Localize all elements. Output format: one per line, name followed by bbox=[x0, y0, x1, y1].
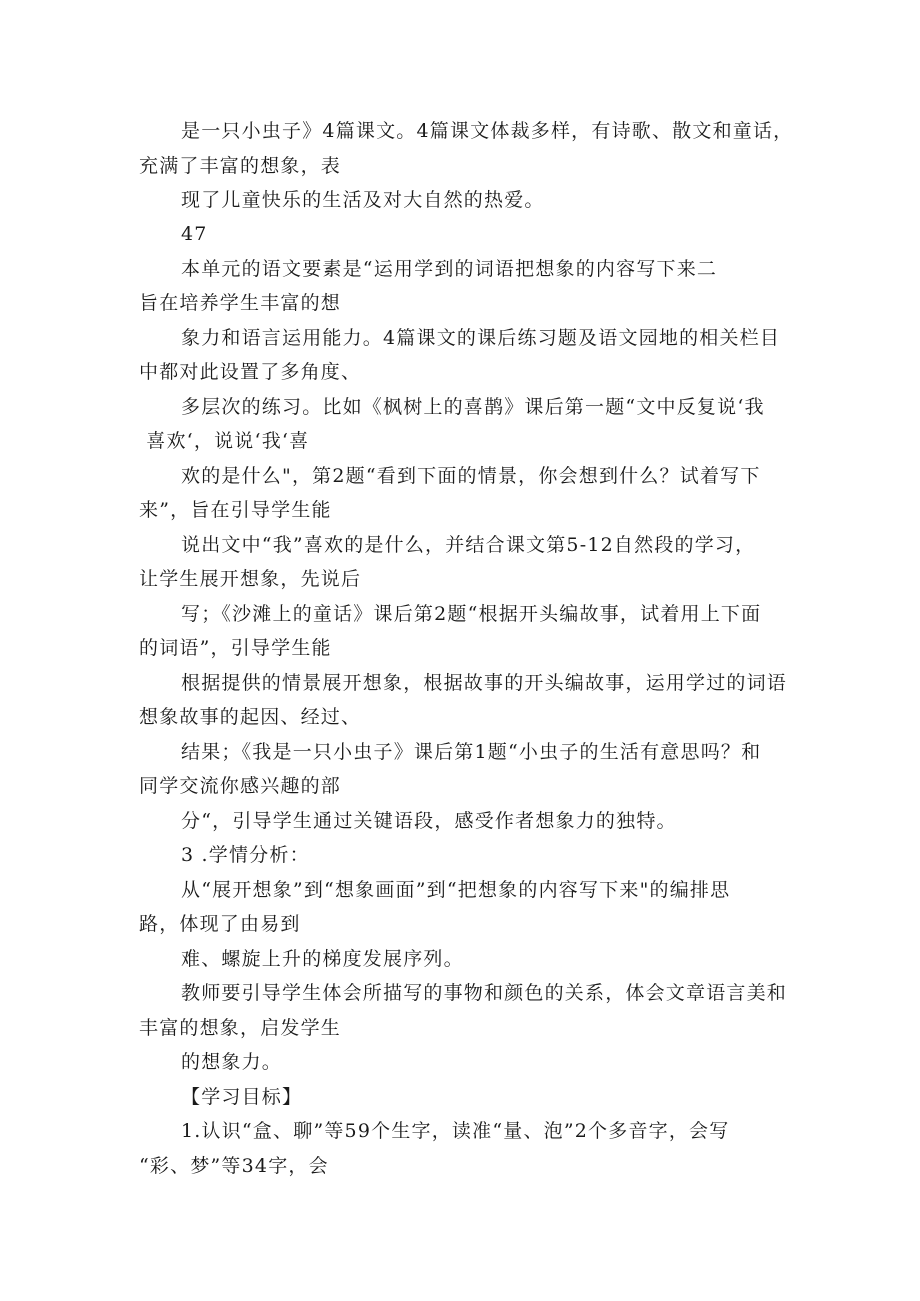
text-line: 从“展开想象”到“想象画面”到“把想象的内容写下来"的编排思 bbox=[181, 879, 731, 901]
text-line: 根据提供的情景展开想象，根据故事的开头编故事，运用学过的词语 bbox=[181, 672, 788, 694]
text-line: 中都对此设置了多角度、 bbox=[139, 361, 362, 383]
text-line: 难、螺旋上升的梯度发展序列。 bbox=[181, 948, 464, 970]
text-line: 说出文中“我”喜欢的是什么，并结合课文第5-12自然段的学习， bbox=[181, 534, 756, 556]
text-line: 让学生展开想象，先说后 bbox=[139, 568, 362, 590]
text-line: 丰富的想象，启发学生 bbox=[139, 1017, 342, 1039]
text-line: 分“，引导学生通过关键语段，感受作者想象力的独特。 bbox=[181, 810, 677, 832]
text-line: 的词语”，引导学生能 bbox=[139, 637, 332, 659]
text-line: 1.认识“盒、聊”等59个生字，读准“量、泡”2个多音字，会写 bbox=[181, 1120, 730, 1142]
text-line: 教师要引导学生体会所描写的事物和颜色的关系，体会文章语言美和 bbox=[181, 982, 788, 1004]
text-line: 结果；《我是一只小虫子》课后第1题“小虫子的生活有意思吗？和 bbox=[181, 741, 762, 763]
text-line: 旨在培养学生丰富的想 bbox=[139, 292, 342, 314]
section-heading: 3 .学情分析： bbox=[181, 844, 310, 866]
text-line: 同学交流你感兴趣的部 bbox=[139, 775, 342, 797]
text-line: 现了儿童快乐的生活及对大自然的热爱。 bbox=[181, 189, 545, 211]
text-line: 本单元的语文要素是“运用学到的词语把想象的内容写下来二 bbox=[181, 258, 718, 280]
text-line: 是一只小虫子》4篇课文。4篇课文体裁多样，有诗歌、散文和童话， bbox=[181, 120, 794, 142]
text-line: “彩、梦”等34字，会 bbox=[139, 1155, 329, 1177]
text-line: 喜欢‘，说说‘我‘喜 bbox=[139, 430, 310, 452]
text-line: 充满了丰富的想象，表 bbox=[139, 155, 342, 177]
text-line: 的想象力。 bbox=[181, 1051, 283, 1073]
section-heading: 【学习目标】 bbox=[181, 1086, 303, 1108]
text-line: 写；《沙滩上的童话》课后第2题“根据开头编故事，试着用上下面 bbox=[181, 603, 762, 625]
page-number: 47 bbox=[181, 223, 208, 245]
text-line: 多层次的练习。比如《枫树上的喜鹊》课后第一题“文中反复说‘我 bbox=[181, 396, 765, 418]
text-line: 来”，旨在引导学生能 bbox=[139, 499, 332, 521]
text-line: 欢的是什么"，第2题“看到下面的情景，你会想到什么？试着写下 bbox=[181, 465, 761, 487]
text-line: 象力和语言运用能力。4篇课文的课后练习题及语文园地的相关栏目 bbox=[181, 327, 781, 349]
text-line: 路，体现了由易到 bbox=[139, 913, 301, 935]
text-line: 想象故事的起因、经过、 bbox=[139, 706, 362, 728]
